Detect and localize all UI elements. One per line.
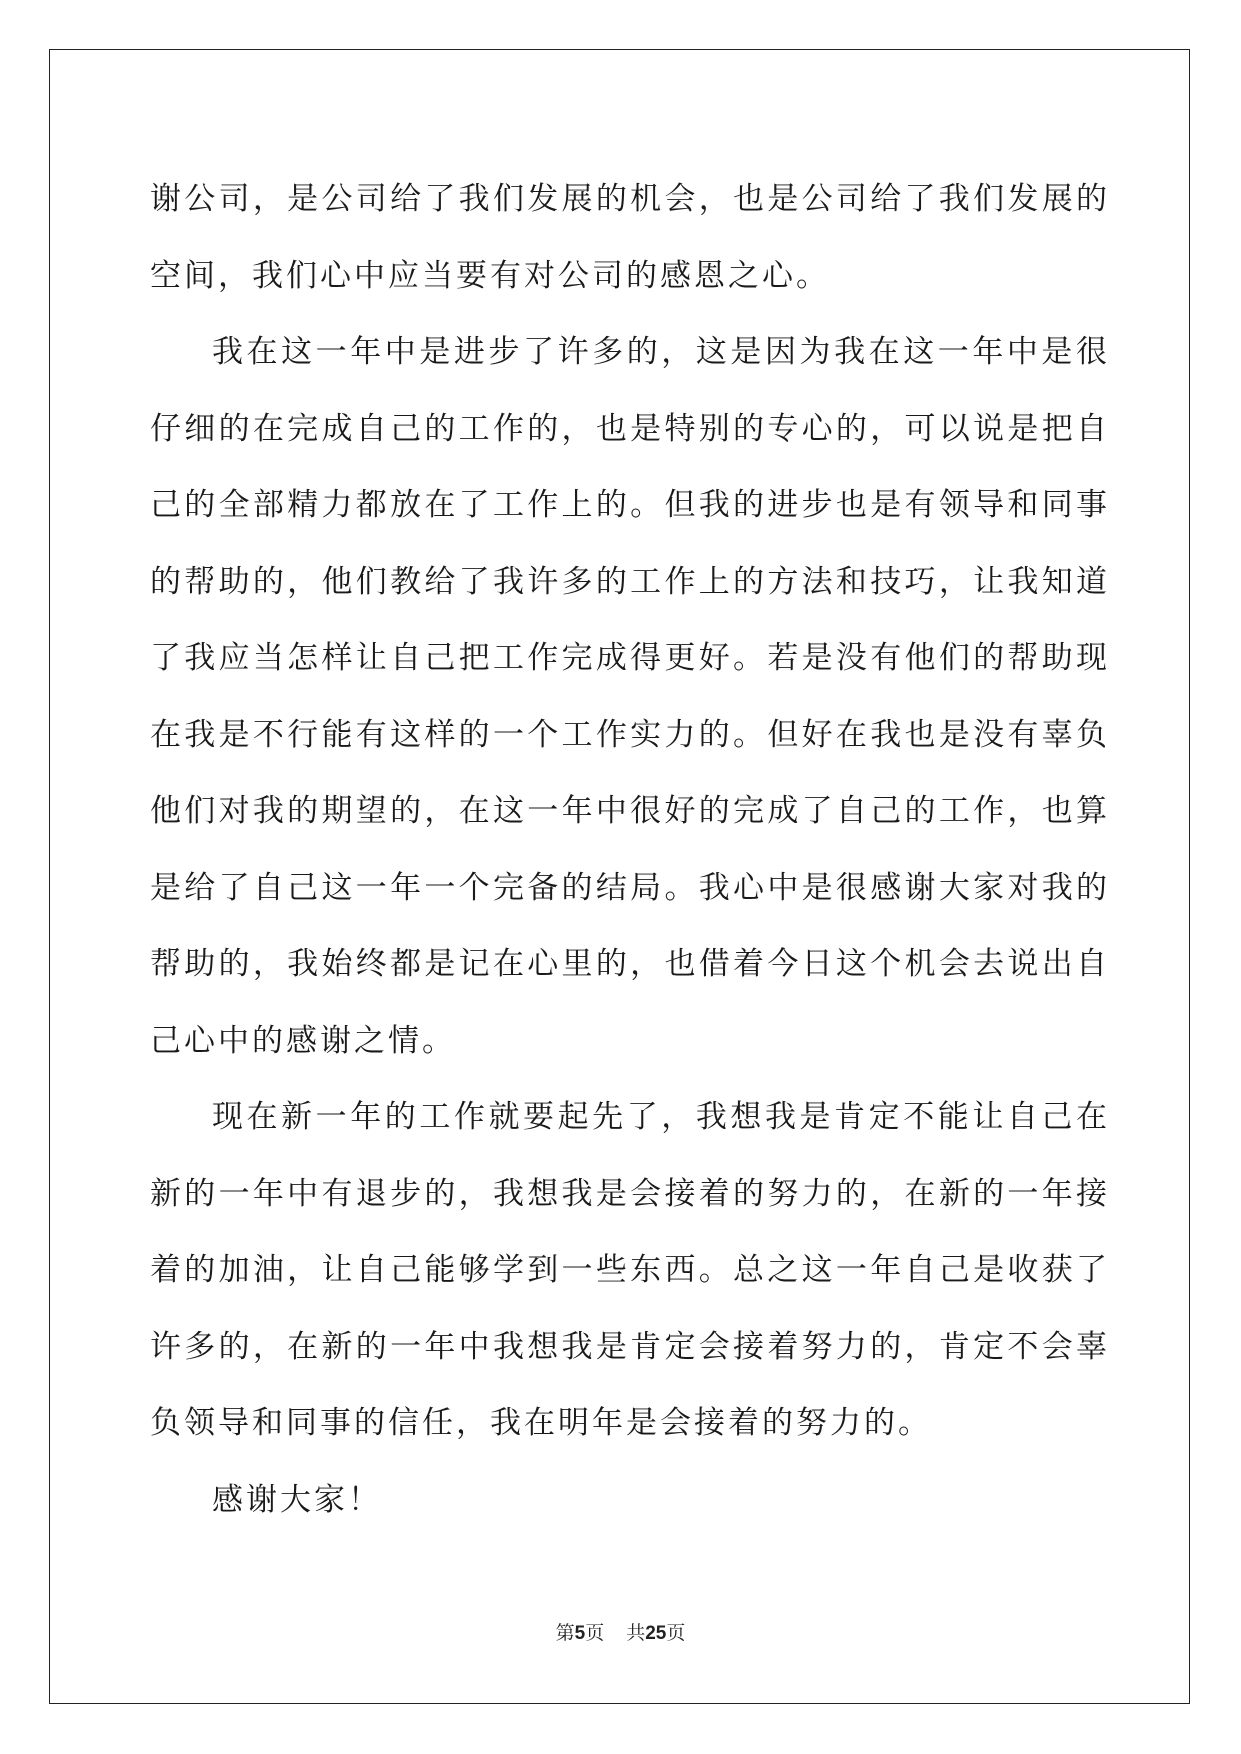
footer-total-prefix: 共 bbox=[626, 1622, 646, 1644]
paragraph-line: 局。我心中是很感谢大家对我的帮助的，我始终都是记在心里的，也 bbox=[150, 869, 1111, 982]
paragraph-line: 我们心中应当要有对公司的感恩之心。 bbox=[252, 257, 830, 294]
document-body bbox=[150, 161, 1110, 1538]
paragraph-line: 一年中有退步的，我想我是会接着的努力的，在新的一年接着的加油， bbox=[150, 1175, 1110, 1288]
paragraph-line: 现在新一年的工作就要起先了，我想我是肯定不能让自己在新的 bbox=[150, 1099, 1110, 1212]
paragraph-2 bbox=[150, 314, 1110, 1079]
footer-page-suffix: 页 bbox=[585, 1622, 605, 1644]
paragraph-line: 谢公司，是公司给了我们发展的机会，也是公司给了我们发展的空间， bbox=[150, 181, 1110, 294]
paragraph-line: 精力都放在了工作上的。但我的进步也是有领导和同事的帮助的，他 bbox=[150, 487, 1110, 600]
paragraph-line: 借着今日这个机会去说出自己心中的感谢之情。 bbox=[150, 946, 1111, 1059]
footer-total-pages: 25 bbox=[645, 1623, 667, 1644]
page-footer bbox=[0, 1618, 1241, 1645]
footer-page-number: 5 bbox=[574, 1623, 586, 1644]
footer-page-prefix: 第 bbox=[555, 1622, 575, 1644]
footer-total-suffix: 页 bbox=[666, 1622, 686, 1644]
paragraph-line: 一年中我想我是肯定会接着努力的，肯定不会辜负领导和同事的信任， bbox=[150, 1328, 1111, 1441]
paragraph-line: 感谢大家！ bbox=[212, 1481, 382, 1518]
paragraph-line: 们教给了我许多的工作上的方法和技巧，让我知道了我应当怎样让自 bbox=[150, 563, 1111, 676]
paragraph-4 bbox=[150, 1462, 1110, 1539]
paragraph-line: 一个工作实力的。但好在我也是没有辜负他们对我的期望的，在这一 bbox=[150, 716, 1111, 829]
paragraph-line: 己把工作完成得更好。若是没有他们的帮助现在我是不行能有这样的 bbox=[150, 640, 1111, 753]
paragraph-3 bbox=[150, 1079, 1110, 1462]
paragraph-line: 我在明年是会接着的努力的。 bbox=[490, 1405, 932, 1441]
paragraph-1 bbox=[150, 161, 1110, 314]
paragraph-line: 让自己能够学到一些东西。总之这一年自己是收获了许多的，在新的 bbox=[150, 1252, 1111, 1365]
paragraph-line: 我在这一年中是进步了许多的，这是因为我在这一年中是很仔细 bbox=[150, 334, 1110, 447]
paragraph-line: 的在完成自己的工作的，也是特别的专心的，可以说是把自己的全部 bbox=[150, 410, 1110, 523]
paragraph-line: 年中很好的完成了自己的工作，也算是给了自己这一年一个完备的结 bbox=[150, 793, 1111, 906]
